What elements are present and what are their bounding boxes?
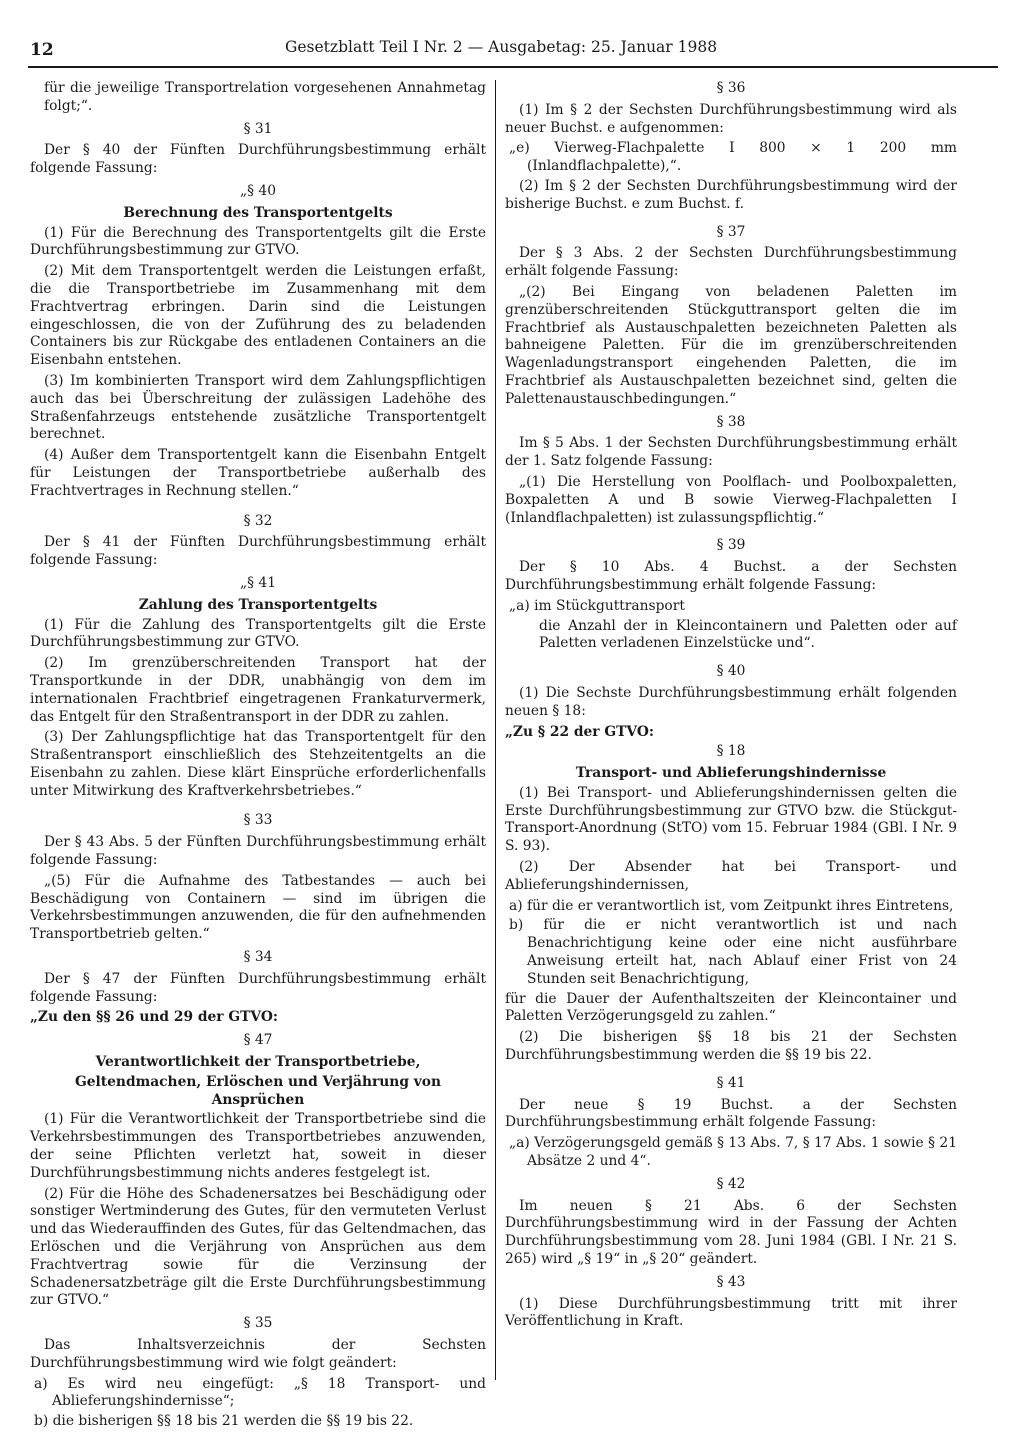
section-38-intro: Im § 5 Abs. 1 der Sechsten Durchführungsbestimmung erhält der 1. Satz folgende Fassung: (505, 435, 957, 470)
section-40-sub: § 18 (716, 743, 746, 760)
section-33-paragraph: „(5) Für die Aufnahme des Tatbestandes — auch bei Beschädigung von Containern — sind im übrigen die Verkehrsbestimmungen anzuwenden, die für den aufnehmenden Transportbetrieb gelten.“ (30, 872, 486, 943)
section-32-intro: Der § 41 der Fünften Durchführungsbestimmung erhält folgende Fassung: (30, 534, 486, 569)
section-40-paragraph: (2) Der Absender hat bei Transport- und Ablieferungshindernissen, (505, 859, 957, 893)
section-38-number: § 38 (716, 413, 746, 430)
section-42-number: § 42 (716, 1175, 746, 1192)
section-32-sub: „§ 41 (240, 574, 276, 591)
page-header (28, 36, 998, 68)
section-41-number: § 41 (716, 1074, 746, 1091)
section-34-title-line1: Verantwortlichkeit der Transportbetriebe, (95, 1054, 421, 1071)
section-36-item-e: „e) Vierweg-Flachpalette I 800 × 1 200 mm (Inlandflachpalette),“. (509, 140, 957, 175)
section-35-number: § 35 (243, 1315, 273, 1332)
section-40-item-a: a) für die er verantwortlich ist, vom Zeitpunkt ihres Eintretens, (509, 897, 954, 914)
section-37-paragraph: „(2) Bei Eingang von beladenen Paletten im grenzüberschreitenden Stückguttransport gelten die im Frachtbrief als Austauschpaletten bezeichneten Paletten als bahneigene Paletten. Für die im grenzüberschreitenden Wagenladungstransport eingehenden Paletten, die im Frachtbrief als Austauschpaletten bezeichnet sind, gelten die Palettenaustauschbedingungen.“ (505, 283, 957, 407)
section-31-number: § 31 (243, 120, 273, 137)
header-title: Gesetzblatt Teil I Nr. 2 — Ausgabetag: 25. Januar 1988 (285, 38, 718, 56)
section-34-title-line2: Geltendmachen, Erlöschen und Verjährung von Ansprüchen (74, 1073, 442, 1108)
section-40-item-b: b) für die er nicht verantwortlich ist und nach Benachrichtigung keine oder eine nicht ausführbare Anweisung erteilt hat, nach Ablauf einer Frist von 24 Stunden seit Benachrichtigung, (509, 917, 957, 987)
left-column (30, 80, 486, 1433)
section-35-item-a: a) Es wird neu eingefügt: „§ 18 Transport- und Ablieferungshindernisse“; (34, 1375, 486, 1410)
section-31-paragraph: (4) Außer dem Transportentgelt kann die Eisenbahn Entgelt für Leistungen der Transportbetriebe außerhalb des Frachtvertrages in Rechnung stellen.“ (30, 447, 486, 499)
section-35-item-b: b) die bisherigen §§ 18 bis 21 werden die §§ 19 bis 22. (34, 1413, 414, 1430)
section-31-paragraph: (1) Für die Berechnung des Transportentgelts gilt die Erste Durchführungsbestimmung zur GTVO. (30, 224, 486, 259)
section-40-paragraph: für die Dauer der Aufenthaltszeiten der Kleincontainer und Paletten Verzögerungsgeld zu zahlen.“ (505, 990, 957, 1025)
section-39-item-a: „a) im Stückguttransport (509, 597, 685, 614)
section-31-paragraph: (3) Im kombinierten Transport wird dem Zahlungspflichtigen auch das bei Überschreitung der zulässigen Ladehöhe des Straßenfahrzeugs entstehende zusätzliche Transportentgelt berechnet. (30, 372, 486, 443)
section-31-title: Berechnung des Transportentgelts (123, 204, 393, 221)
section-36-paragraph: (2) Im § 2 der Sechsten Durchführungsbestimmung wird der bisherige Buchst. e zum Buchst. f. (505, 177, 957, 212)
section-41-intro: Der neue § 19 Buchst. a der Sechsten Durchführungsbestimmung erhält folgende Fassung: (505, 1096, 957, 1131)
section-40-lead: „Zu § 22 der GTVO: (505, 723, 654, 740)
section-37-number: § 37 (716, 223, 746, 240)
section-34-paragraph: (2) Für die Höhe des Schadenersatzes bei Beschädigung oder sonstiger Wertminderung des Gutes, für den vermuteten Verlust und das Wiederauffinden des Gutes, für das Geltendmachen, das Erlöschen und die Verjährung von Ansprüchen aus dem Frachtvertrag sowie für die Verzinsung der Schadenersatzbeträge gilt die Erste Durchführungsbestimmung zur GTVO.“ (30, 1185, 486, 1309)
section-34-sub: § 47 (243, 1032, 273, 1049)
section-39-intro: Der § 10 Abs. 4 Buchst. a der Sechsten Durchführungsbestimmung erhält folgende Fassung: (505, 559, 957, 593)
section-39-number: § 39 (716, 537, 746, 554)
section-31-sub: „§ 40 (240, 182, 276, 199)
section-32-paragraph: (2) Im grenzüberschreitenden Transport hat der Transportkunde in der DDR, unabhängig von dem im internationalen Frachtbrief eingetragenen Frankaturvermerk, das Entgelt für den Straßentransport in der DDR zu zahlen. (30, 655, 486, 725)
section-43-paragraph: (1) Diese Durchführungsbestimmung tritt mit ihrer Veröffentlichung in Kraft. (505, 1295, 957, 1330)
section-34-number: § 34 (243, 949, 273, 966)
section-38-paragraph: „(1) Die Herstellung von Poolflach- und Poolboxpaletten, Boxpaletten A und B sowie Vierweg-Flachpaletten I (Inlandflachpaletten) ist zulassungspflichtig.“ (505, 473, 957, 526)
section-35-intro: Das Inhaltsverzeichnis der Sechsten Durchführungsbestimmung wird wie folgt geändert: (30, 1337, 486, 1371)
section-43-number: § 43 (716, 1273, 746, 1290)
page-number: 12 (30, 40, 54, 60)
continuation-text: für die jeweilige Transportrelation vorgesehenen Annahmetag folgt;“. (44, 80, 486, 114)
right-column (505, 80, 957, 1334)
section-31-paragraph: (2) Mit dem Transportentgelt werden die Leistungen erfaßt, die die Transportbetriebe im Zusammenhang mit dem Frachtvertrag erbringen. Darin sind die Leistungen eingeschlossen, die von der Zuführung des zu beladenden Containers bis zur Rückgabe des entladenen Containers an die Eisenbahn entstehen. (30, 263, 486, 369)
section-42-paragraph: Im neuen § 21 Abs. 6 der Sechsten Durchführungsbestimmung wird in der Fassung der Achten Durchführungsbestimmung vom 28. Juni 1984 (GBl. I Nr. 21 S. 265) wird „§ 19“ in „§ 20“ geändert. (505, 1197, 957, 1268)
section-32-paragraph: (3) Der Zahlungspflichtige hat das Transportentgelt für den Straßentransport einschließlich des Stehzeitentgelts an die Eisenbahn zu zahlen. Diese klärt Einsprüche erforderlichenfalls unter Mitwirkung des Kraftverkehrsbetriebes.“ (30, 729, 486, 799)
section-32-paragraph: (1) Für die Zahlung des Transportentgelts gilt die Erste Durchführungsbestimmung zur GTVO. (30, 616, 486, 651)
section-31-intro: Der § 40 der Fünften Durchführungsbestimmung erhält folgende Fassung: (30, 142, 486, 177)
section-40-paragraph: (1) Bei Transport- und Ablieferungshindernissen gelten die Erste Durchführungsbestimmung zur GTVO bzw. die Stückgut-Transport-Anordnung (StTO) vom 15. Februar 1984 (GBl. I Nr. 9 S. 93). (505, 784, 957, 855)
section-34-lead: „Zu den §§ 26 und 29 der GTVO: (30, 1009, 278, 1026)
column-divider (495, 80, 496, 1380)
section-34-intro: Der § 47 der Fünften Durchführungsbestimmung erhält folgende Fassung: (30, 970, 486, 1005)
section-33-intro: Der § 43 Abs. 5 der Fünften Durchführungsbestimmung erhält folgende Fassung: (30, 834, 486, 869)
section-41-item-a: „a) Verzögerungsgeld gemäß § 13 Abs. 7, § 17 Abs. 1 sowie § 21 Absätze 2 und 4“. (509, 1135, 957, 1170)
section-32-number: § 32 (243, 512, 273, 529)
section-40-title: Transport- und Ablieferungshindernisse (575, 765, 887, 782)
section-40-paragraph: (2) Die bisherigen §§ 18 bis 21 der Sechsten Durchführungsbestimmung werden die §§ 19 bis 22. (505, 1029, 957, 1064)
section-37-intro: Der § 3 Abs. 2 der Sechsten Durchführungsbestimmung erhält folgende Fassung: (505, 245, 957, 280)
section-40-intro: (1) Die Sechste Durchführungsbestimmung erhält folgenden neuen § 18: (505, 684, 957, 719)
section-36-paragraph: (1) Im § 2 der Sechsten Durchführungsbestimmung wird als neuer Buchst. e aufgenommen: (505, 101, 957, 136)
section-36-number: § 36 (716, 80, 746, 96)
section-40-number: § 40 (716, 663, 746, 680)
section-39-item-a-text: die Anzahl der in Kleincontainern und Paletten oder auf Paletten verladenen Einzelstücke und“. (539, 617, 957, 652)
section-33-number: § 33 (243, 812, 273, 829)
section-34-paragraph: (1) Für die Verantwortlichkeit der Transportbetriebe sind die Verkehrsbestimmungen des Transportbetriebes anzuwenden, der seine Pflichten verletzt hat, soweit in dieser Durchführungsbestimmung nichts anderes festgelegt ist. (30, 1111, 486, 1181)
section-32-title: Zahlung des Transportentgelts (138, 596, 378, 613)
